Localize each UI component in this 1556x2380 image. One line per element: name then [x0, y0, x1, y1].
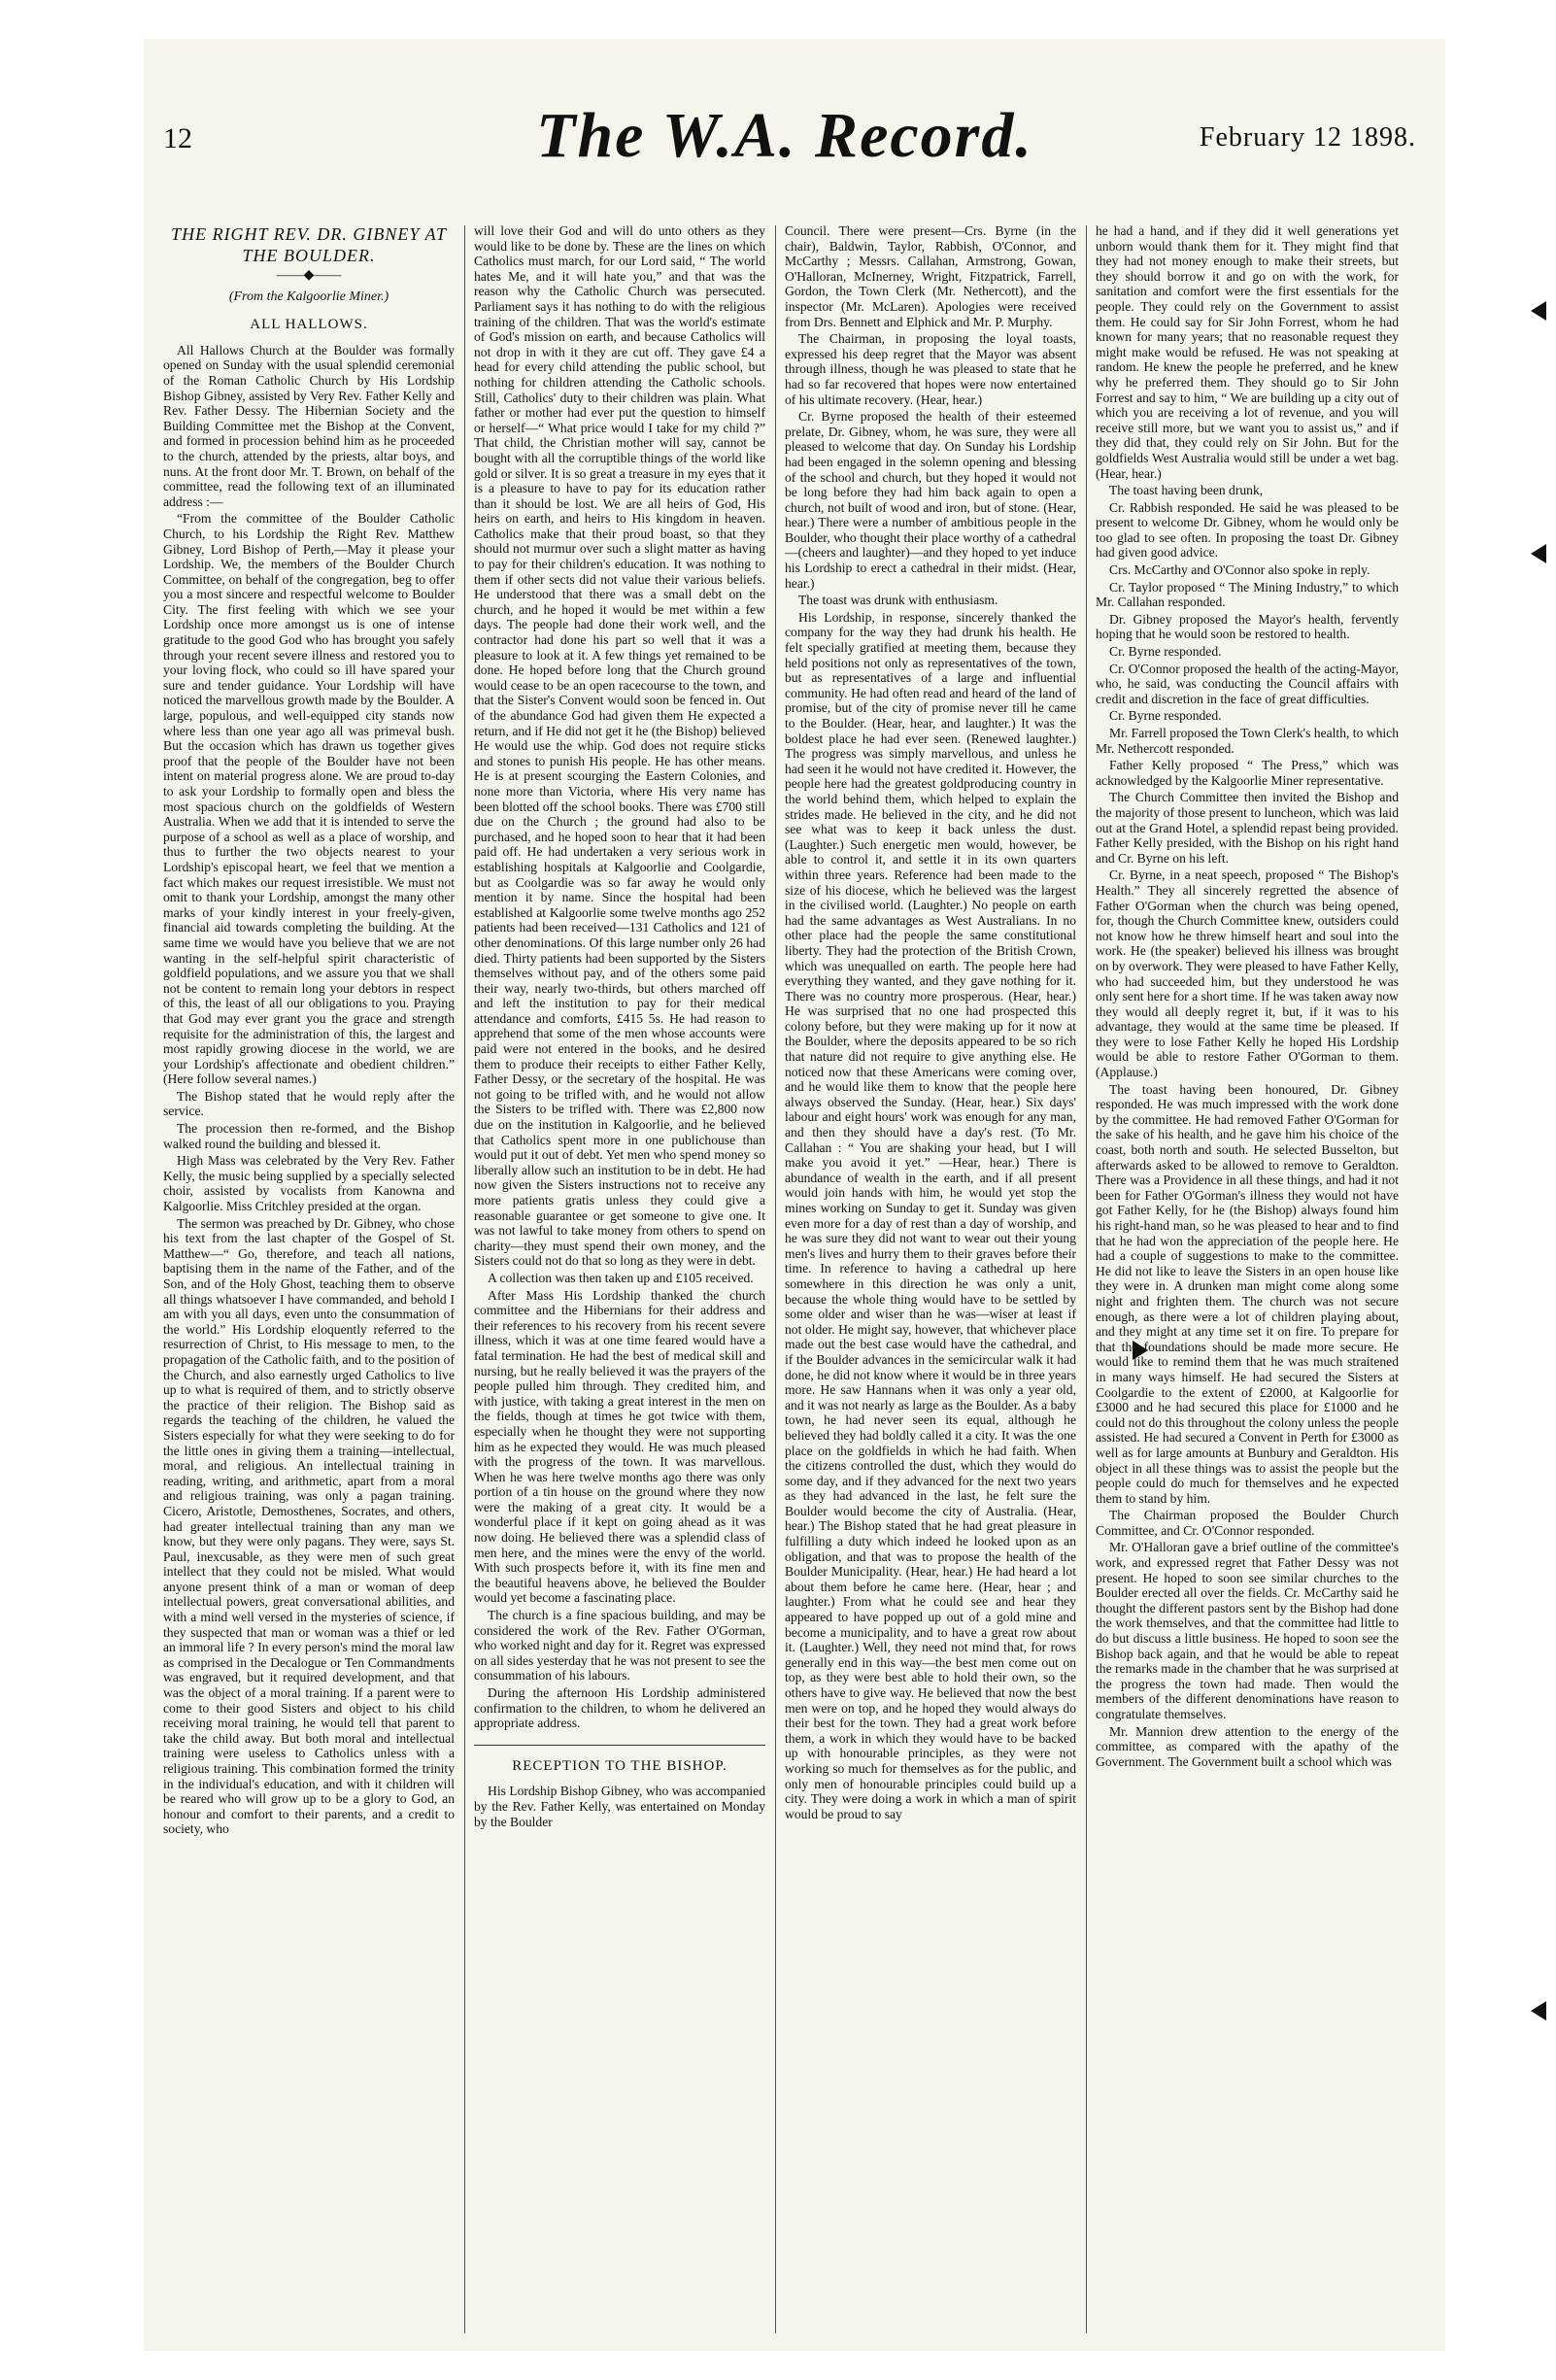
paragraph: The toast having been drunk,	[1109, 483, 1264, 498]
paragraph: Cr. Byrne responded.	[1109, 644, 1222, 660]
column-2	[474, 223, 765, 2341]
column-3	[785, 223, 1076, 2341]
paragraph: Cr. Byrne, in a neat speech, proposed “ The Bishop's Health.” They all sincerely regretted the absence of Father O'Gorman when the church was being opened, for, though the Church Committee knew, outsiders could not know how he threw himself heart and soul into the work. He (the speaker) believed his illness was brought on by overwork. They were pleased to have Father Kelly, who had succeeded him, but they understood he was only sent here for a short time. If he was taken away now they would all deeply regret it, but, if it was to his advantage, they would at the same time be pleased. If they were to lose Father Kelly he hoped His Lordship would be able to restore Father O'Gorman to them. (Applause.)	[1096, 867, 1399, 1080]
article-source: (From the Kalgoorlie Miner.)	[228, 289, 389, 304]
paragraph: Mr. O'Halloran gave a brief outline of the committee's work, and expressed regret that Father Dessy was not present. He hoped to soon see similar churches to the Boulder erected all over the fields. Cr. McCarthy said he thought the different pastors sent by the Bishop had done the work themselves, and that the committee had little to do but discuss a little business. He hoped to soon see the Bishop back again, and that he would be able to repeat the remarks made in the chamber that he was surprised at the progress the town had made. Then would the members of the different denominations have reason to congratulate themselves.	[1096, 1540, 1399, 1721]
paragraph: Cr. Byrne proposed the health of their esteemed prelate, Dr. Gibney, whom, he was sure, they were all pleased to welcome that day. On Sunday his Lordship had been engaged in the solemn opening and blessing of the school and church, but they hoped it would not be long before they had him back again to open a church, not built of wood and iron, but of stone. (Hear, hear.) There were a number of ambitious people in the Boulder, who thought their place worthy of a cathedral —(cheers and laughter)—and they hoped to yet induce his Lordship to erect a cathedral in their midst. (Hear, hear.)	[785, 409, 1076, 591]
paragraph: The Church Committee then invited the Bishop and the majority of those present to luncheon, which was laid out at the Grand Hotel, a splendid repast being provided. Father Kelly presided, with the Bishop on his right hand and Cr. Byrne on his left.	[1096, 790, 1399, 866]
column-1	[163, 223, 455, 2341]
paragraph: Cr. Byrne responded.	[1109, 708, 1222, 724]
paragraph: After Mass His Lordship thanked the church committee and the Hibernians for their address and their references to his recovery from his recent severe illness, which it was at one time feared would have a fatal termination. He had the best of medical skill and nursing, but he really believed it was the prayers of the people pulled him through. They credited him, and with justice, with taking a great interest in the men on the fields, though at times he got twice with them, especially when he thought they were not supporting him as he expected they would. He was much pleased with the progress of the town. It was marvellous. When he was here twelve months ago there was only portion of a tin house on the ground where they now were the making of a great city. It would be a wonderful place if it kept on going ahead as it was now doing. He believed there was a splendid class of men here, and the mines were the envy of the world. With such prospects before it, with its fine men and the beautiful heavens above, he believed the Boulder would yet become a fascinating place.	[474, 1287, 765, 1606]
paragraph: His Lordship Bishop Gibney, who was accompanied by the Rev. Father Kelly, was entertained on Monday by the Boulder	[474, 1784, 765, 1829]
paragraph: All Hallows Church at the Boulder was formally opened on Sunday with the usual splendid ceremonial of the Roman Catholic Church by His Lordship Bishop Gibney, assisted by Very Rev. Father Kelly and Rev. Father Dessy. The Hibernian Society and the Building Committee met the Bishop at the Convent, and formed in procession behind him as he proceeded to the church, attended by the priests, altar boys, and nuns. At the front door Mr. T. Brown, on behalf of the committee, read the following text of an illuminated address :—	[163, 342, 455, 509]
issue-date: February 12 1898.	[1199, 122, 1416, 153]
paragraph: he had a hand, and if they did it well generations yet unborn would thank them for it. They might find that they had not money enough to make their streets, but they should borrow it and go on with the work, for sanitation and comfort were the first essentials for the people. They could rely on the Government to assist them. He could say for Sir John Forrest, whom he had known for many years; that no reasonable request they might make would be refused. He was not speaking at random. He knew the people he preferred, and he knew why he preferred them. They should go to Sir John Forrest and say to him, “ We are building up a city out of which you are receiving a lot of revenue, and you will receive still more, but we want you to assist us,” and if they did that, they could rely on Sir John. But for the goldfields West Australia would still be under a wet bag. (Hear, hear.)	[1096, 223, 1399, 481]
masthead	[144, 100, 1426, 173]
paragraph: Cr. Taylor proposed “ The Mining Industry,” to which Mr. Callahan responded.	[1096, 579, 1399, 610]
paragraph: The sermon was preached by Dr. Gibney, who chose his text from the last chapter of the Gospel of St. Matthew—“ Go, therefore, and teach all nations, baptising them in the name of the Father, and of the Son, and of the Holy Ghost, teaching them to observe all things whatsoever I have commanded, and behold I am with you all days, even unto the consummation of the world.” His Lordship eloquently referred to the resurrection of Christ, to His message to men, to the propagation of the Catholic faith, and to the position of the Church, and also earnestly urged Catholics to live up to what is required of them, and to strictly observe the practice of their religion. The Bishop said as regards the teaching of the children, he valued the Sisters especially for what they were seeking to do for the little ones in giving them a training—intellectual, moral, and religious. An intellectual training in reading, writing, and arithmetic, apart from a moral and religious training, was only a pagan training. Cicero, Aristotle, Demosthenes, Socrates, and others, had greater intellectual training than any man we know, but they were only pagans. They were, says St. Paul, inexcusable, as they were men of such great intellect that they could not be misled. What would anyone present think of a man or woman of deep intellectual powers, great conversational abilities, and with a mind well versed in the mysteries of science, if they suspected that man or woman was a thief or led an immoral life ? In every person's mind the moral law as comprised in the Decalogue or Ten Commandments was engraved, but it required development, and that was the object of a moral training. If a parent were to come to their good Sisters and object to his child receiving moral training, he would tell that parent to take the child away. But both moral and intellectual training were useless to Catholics unless with a religious training. This combination formed the trinity in the individual's education, and with it children will be reared who will grow up to be a glory to God, an honour and comfort to their parents, and a credit to society, who	[163, 1215, 455, 1837]
paragraph: His Lordship, in response, sincerely thanked the company for the way they had drunk his health. He felt specially gratified at meeting them, because they held positions not only as representatives of the town, but as representatives of a large and influential community. He had often read and heard of the land of promise, but of the city of promise never till he came to the Boulder. (Hear, hear, and laughter.) It was the boldest place he had ever seen. (Renewed laughter.) The progress was simply marvellous, and unless he had seen it he would not have credited it. However, the people here had the greatest goldproducing country in the world behind them, which helped to explain the strides made. He believed in the city, and he did not see what was to keep it back unless the dust. (Laughter.) Such energetic men would, however, be able to control it, and settle it in its own quarters within three years. Reference had been made to the size of his diocese, which he believed was the largest in the civilised world. (Laughter.) No people on earth had the same advantages as West Australians. In no other place had the people the same constitutional liberty. They had the protection of the British Crown, which was unequalled on earth. The people here had everything they wanted, and they gave nothing for it. There was no country more prosperous. (Hear, hear.) He was surprised that no one had prospected this colony before, but they were making up for it now at the Boulder, where the deposits appeared to be so rich that nature did not require to give anything else. He noticed now that these Americans were coming over, and he would like them to know that the people here always observed the Sunday. (Hear, hear.) Six days' labour and eight hours' work was enough for any man, and then they should have a day's rest. (To Mr. Callahan : “ You are shaking your head, but I will make you avoid it yet.” —Hear, hear.) There is abundance of wealth in the earth, and if all present would join hands with him, he would yet stop the mines working on Sunday to get it. Sunday was given even more for a day of rest than a day of worship, and he was sure they did not want to wear out their young men's lives and hurry them to their graves before their time. In reference to having a cathedral up here somewhere in this direction he was only a unit, because the whole thing would have to be settled by some older and wiser than he was—wiser at least if not older. He might say, however, that whichever place made out the best case would have the cathedral, and if the Boulder advances in the semicircular walk it had done, he did not know where it would be in three years more. He saw Hannans when it was only a year old, and it was not nearly as large as the Boulder. As a baby town, he had never seen its equal, although he believed they had boldly called it a city. It was the one place on the goldfields in which he had faith. When the citizens controlled the dust, which they would do some day, and if they advanced for the next two years as they had advanced in the last, he felt sure the Boulder would become the city of Australia. (Hear, hear.) The Bishop stated that he had great pleasure in fulfilling a duty which indeed he looked upon as an obligation, and that was to propose the health of the Boulder Municipality. (Hear, hear.) He had heard a lot about them before he came here. (Hear, hear ; and laughter.) From what he could see and hear they appeared to have popped up out of a gold mine and become a municipality, and to have a great row about it. (Laughter.) Well, they need not mind that, for rows generally end in this way—the best men come out on top, as they were best able to hold their own, so the others have to give way. He believed that now the best men were on top, and he hoped they would always do their best for the town. They had a great work before them, a work in which they would have to be backed up with honourable principles, as they were not working so much for themselves as for the public, and only men of honourable principles could build up a city. They were doing a work in which a man of spirit would be proud to say	[785, 609, 1076, 1821]
article-headline: THE RIGHT REV. DR. GIBNEY AT THE BOULDER.	[171, 224, 447, 265]
paragraph: Mr. Mannion drew attention to the energy of the committee, as compared with the apathy of the Government. The Government built a school which was	[1096, 1723, 1399, 1769]
margin-mark-icon	[1531, 2001, 1546, 2021]
column-rule	[1086, 225, 1087, 2333]
paragraph: The toast was drunk with enthusiasm.	[798, 593, 998, 608]
paragraph: The Bishop stated that he would reply after the service.	[163, 1088, 455, 1119]
paragraph: The procession then re-formed, and the Bishop walked round the building and blessed it.	[163, 1121, 455, 1151]
paragraph: The Chairman proposed the Boulder Church Committee, and Cr. O'Connor responded.	[1096, 1508, 1399, 1538]
paragraph: “From the committee of the Boulder Catholic Church, to his Lordship the Right Rev. Matthew Gibney, Lord Bishop of Perth,—May it please your Lordship. We, the members of the Boulder Church Committee, on behalf of the congregation, beg to offer you a most sincere and respectful welcome to Boulder City. The first feeling with which we see your Lordship once more amongst us is one of intense gratitude to the good God who has brought you safely through your recent severe illness and restored you to your loving flock, who could so ill have spared your sure and tender guidance. Your Lordship will have noticed the marvellous growth made by the Boulder. A large, populous, and well-equipped city stands now where less than one year ago all was primeval bush. But the occasion which has drawn us together gives proof that the people of the Boulder have not been intent on material progress alone. We are proud to-day to ask your Lordship to formally open and bless the most spacious church on the goldfields of Western Australia. When we add that it is intended to serve the purpose of a school as well as a place of worship, and thus to further the two objects nearest to your Lordship's episcopal heart, we feel that we mention a fact which makes our request irresistible. We must not omit to thank your Lordship, amongst the many other marks of your kindly interest in your freely-given, financial aid towards completing the building. At the same time we would have you believe that we are not wanting in the self-helpful spirit characteristic of goldfield populations, and we assure you that we shall not be content to remain long your debtors in respect of this, the least of all our obligations to you. Praying that God may ever grant you the grace and strength requisite for the administration of this, the largest and most rapidly growing diocese in the world, we are your Lordship's affectionate and obedient children.” (Here follow several names.)	[163, 511, 455, 1087]
column-4	[1096, 223, 1399, 2341]
page-number: 12	[163, 122, 192, 154]
newspaper-title: The W.A. Record.	[536, 100, 1033, 171]
paragraph: Crs. McCarthy and O'Connor also spoke in reply.	[1109, 562, 1370, 578]
paragraph: Mr. Farrell proposed the Town Clerk's health, to which Mr. Nethercott responded.	[1096, 726, 1399, 756]
paragraph: Cr. O'Connor proposed the health of the acting-Mayor, who, he said, was conducting the Council affairs with credit and discretion in the face of great difficulties.	[1096, 661, 1399, 706]
paragraph: The toast having been honoured, Dr. Gibney responded. He was much impressed with the work done by the committee. He had removed Father O'Gorman for the sake of his health, and he gave him his choice of the coast, both north and south. He selected Busselton, but afterwards asked to be allowed to remove to Geraldton. There was a Providence in all these things, and had it not been for Father O'Gorman's illness they would not have got Father Kelly, for he (the Bishop) always found him his right-hand man, so he was pleased to hear and to find that he had won the appreciation of the people here. He had a couple of suggestions to make to the committee. He did not like to leave the Sisters in an open house like they were in. A drunken man might come along some night and frighten them. The church was not secure enough, as there were a lot of children playing about, and they might at any time set it on fire. To prepare for that the foundations should be made more secure. He would like to remind them that he was much straitened in many ways himself. He had secured the Sisters at Coolgardie to the extent of £2000, at Kalgoorlie for £3000 and he had secured this place for £1000 and he could not do this throughout the colony unless the people assisted. He had secured a Convent in Perth for £3000 as well as for large amounts at Bunbury and Geraldton. His object in all these things was to assist the people but the people could do much for themselves and he expected them to stand by him.	[1096, 1081, 1399, 1506]
paragraph: Council. There were present—Crs. Byrne (in the chair), Baldwin, Taylor, Rabbish, O'Connor, and McCarthy ; Messrs. Callahan, Armstrong, Gowan, O'Halloran, McInerney, Wright, Fitzpatrick, Farrell, Gordon, the Town Clerk (Mr. Nethercott), and the inspector (Mr. McLaren). Apologies were received from Drs. Bennett and Elphick and Mr. P. Murphy.	[785, 223, 1076, 329]
paragraph: The church is a fine spacious building, and may be considered the work of the Rev. Father O'Gorman, who worked night and day for it. Regret was expressed on all sides yesterday that he was not present to see the consummation of his labours.	[474, 1608, 765, 1683]
paragraph: Cr. Rabbish responded. He said he was pleased to be present to welcome Dr. Gibney, whom he would only be too glad to see often. In proposing the toast Dr. Gibney had given good advice.	[1096, 499, 1399, 561]
paragraph: Father Kelly proposed “ The Press,” which was acknowledged by the Kalgoorlie Miner representative.	[1096, 758, 1399, 788]
margin-mark-icon	[1133, 1341, 1148, 1360]
paragraph: Dr. Gibney proposed the Mayor's health, fervently hoping that he would soon be restored to health.	[1096, 611, 1399, 642]
margin-mark-icon	[1531, 544, 1546, 563]
paragraph: The Chairman, in proposing the loyal toasts, expressed his deep regret that the Mayor was absent through illness, though he was pleased to state that he had so far recovered that hopes were now entertained of his ultimate recovery. (Hear, hear.)	[785, 331, 1076, 407]
column-rule	[464, 225, 465, 2333]
divider-ornament: ——◆——	[276, 268, 342, 283]
section-heading: RECEPTION TO THE BISHOP.	[474, 1745, 765, 1775]
paragraph: A collection was then taken up and £105 received.	[488, 1270, 754, 1285]
paragraph: During the afternoon His Lordship administered confirmation to the children, to whom he delivered an appropriate address.	[474, 1685, 765, 1731]
margin-mark-icon	[1531, 301, 1546, 321]
paragraph: will love their God and will do unto others as they would like to be done by. These are the lines on which Catholics must march, for our Lord said, “ The world hates Me, and it will hate you,” and that was the reason why the Catholic Church was persecuted. Parliament says it has nothing to do with the religious training of the children. That was the world's estimate of God's mission on earth, and because Catholics will not drop in with it they are cut off. They gave £4 a head for every child attending the public school, but nothing for children attending the Catholic schools. Still, Catholics' duty to their children was plain. What father or mother had ever put the question to himself or herself—“ What price would I take for my child ?” That child, the Christian mother will say, cannot be bought with all the corruptible things of the world like gold or silver. It is so great a treasure in my eyes that it is a pleasure to have to pay for its education rather than it should be lost. We are all heirs of God, His heirs on earth, and heirs to His kingdom in heaven. Catholics make that their proud boast, so that they should not murmur over such a slight matter as having to pay for their children's education. It was nothing to them if other sects did not value their various beliefs. He understood that there was a small debt on the church, and he hoped it would be met within a few days. The people had done their work well, and the contractor had done his part so well that it was a pleasure to look at it. A few things yet remained to be done. He hoped before long that the Church ground would cease to be an open racecourse to the town, and that the Sister's Convent would soon be fenced in. Out of the abundance God had given them He expected a return, and if He did not get it he (the Bishop) believed He would use the whip. God does not require sticks and stones to punish His people. He has other means. He is at present scourging the Eastern Colonies, and none more than Victoria, where His very name has been blotted off the school books. There was £700 still due on the Church ; the ground had also to be purchased, and he hoped soon to hear that it had been paid off. He had undertaken a very serious work in establishing hospitals at Kalgoorlie and Coolgardie, but as Coolgardie was so far away he would only mention it by name. Since the hospital had been established at Kalgoorlie some twelve months ago 252 patients had been received—131 Catholics and 121 of other denominations. Of this large number only 26 had died. Thirty patients had been supported by the Sisters themselves without pay, and of the others some paid their way, nearly two-thirds, but others marched off and left the institution to pay for their medical attendance and comforts, £415 5s. He had reason to apprehend that some of the men whose accounts were paid were not entered in the books, and he desired them to produce their receipts to either Father Kelly, Father Dessy, or the secretary of the hospital. He was not going to be trifled with, and he would not allow the Sisters to be trifled with. There was £2,800 now due on the institution in Kalgoorlie, and he believed that Catholics spent more in one publichouse than would put it out of debt. Yet men who spend money so liberally allow such an institution to be in debt. He had now given the Sisters instructions not to receive any more patients gratis unless they could give a reasonable guarantee or get someone to give one. It was not lawful to take money from others to spend on charity—they must spend their own money, and the Sisters could not do that so long as they were in debt.	[474, 223, 765, 1269]
paragraph: High Mass was celebrated by the Very Rev. Father Kelly, the music being supplied by a specially selected choir, assisted by vocalists from Kanowna and Kalgoorlie. Miss Critchley presided at the organ.	[163, 1153, 455, 1214]
column-rule	[775, 225, 776, 2333]
section-heading: ALL HALLOWS.	[250, 317, 368, 333]
